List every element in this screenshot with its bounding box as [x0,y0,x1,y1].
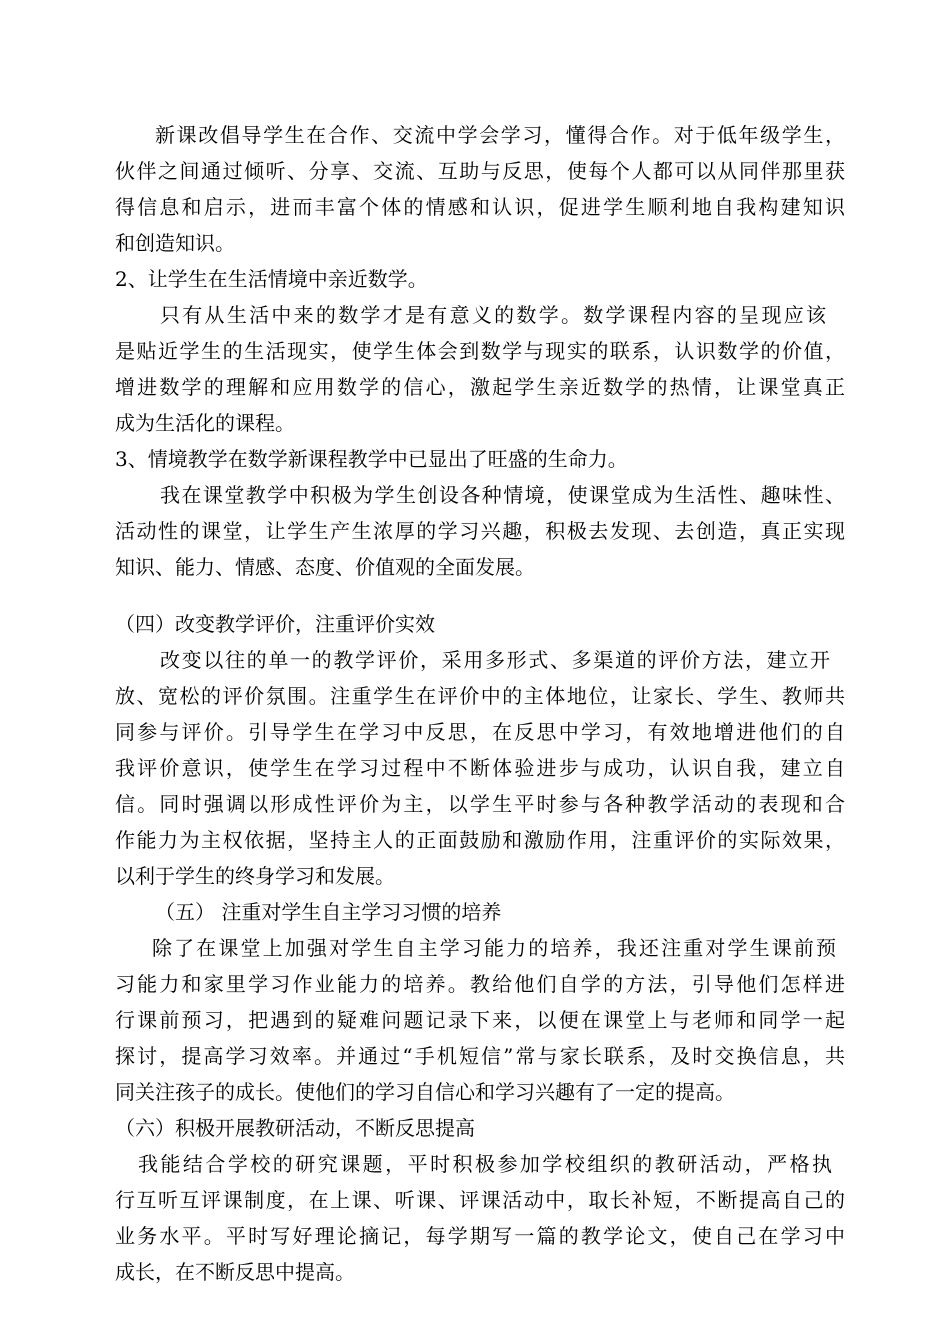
section-heading: （六）积极开展教研活动，不断反思提高 [115,1116,475,1140]
paragraph-line: 行课前预习，把遇到的疑难问题记录下来，以便在课堂上与老师和同学一起 [115,1008,845,1032]
list-heading: 3、情境教学在数学新课程教学中已显出了旺盛的生命力。 [115,447,628,471]
paragraph-line: 伙伴之间通过倾听、分享、交流、互助与反思，使每个人都可以从同伴那里获 [115,159,845,183]
paragraph-line: 得信息和启示，进而丰富个体的情感和认识，促进学生顺利地自我构建知识 [115,195,845,219]
paragraph-line: 我在课堂教学中积极为学生创设各种情境，使课堂成为生活性、趣味性、 [160,483,845,507]
paragraph-line: 信。同时强调以形成性评价为主，以学生平时参与各种教学活动的表现和合 [115,792,845,816]
paragraph-line: 活动性的课堂，让学生产生浓厚的学习兴趣，积极去发现、去创造，真正实现 [115,519,845,543]
paragraph-line: 新课改倡导学生在合作、交流中学会学习，懂得合作。对于低年级学生， [155,123,845,147]
paragraph-line: 习能力和家里学习作业能力的培养。教给他们自学的方法，引导他们怎样进 [115,972,845,996]
paragraph-line: 业务水平。平时写好理论摘记，每学期写一篇的教学论文，使自己在学习中 [115,1224,845,1248]
paragraph-line: 探讨，提高学习效率。并通过“手机短信”常与家长联系，及时交换信息，共 [115,1044,845,1068]
paragraph-line: 以利于学生的终身学习和发展。 [115,864,395,888]
paragraph-line: 同关注孩子的成长。使他们的学习自信心和学习兴趣有了一定的提高。 [115,1080,735,1104]
paragraph-line: 是贴近学生的生活现实，使学生体会到数学与现实的联系，认识数学的价值， [115,339,845,363]
paragraph-line: 改变以往的单一的教学评价，采用多形式、多渠道的评价方法，建立开 [160,648,830,672]
paragraph-line: 增进数学的理解和应用数学的信心，激起学生亲近数学的热情，让课堂真正 [115,375,845,399]
section-heading: （五） 注重对学生自主学习习惯的培养 [155,900,502,924]
paragraph-line: 和创造知识。 [115,231,235,255]
paragraph-line: 放、宽松的评价氛围。注重学生在评价中的主体地位，让家长、学生、教师共 [115,684,845,708]
paragraph-line: 只有从生活中来的数学才是有意义的数学。数学课程内容的呈现应该 [160,303,826,327]
paragraph-line: 知识、能力、情感、态度、价值观的全面发展。 [115,555,535,579]
section-heading: （四）改变教学评价，注重评价实效 [115,612,435,636]
paragraph-line: 同参与评价。引导学生在学习中反思，在反思中学习，有效地增进他们的自 [115,720,845,744]
paragraph-line: 除了在课堂上加强对学生自主学习能力的培养，我还注重对学生课前预 [152,936,836,960]
paragraph-line: 行互听互评课制度，在上课、听课、评课活动中，取长补短，不断提高自己的 [115,1188,845,1212]
paragraph-line: 我评价意识，使学生在学习过程中不断体验进步与成功，认识自我，建立自 [115,756,845,780]
paragraph-line: 作能力为主权依据，坚持主人的正面鼓励和激励作用，注重评价的实际效果， [115,828,845,852]
list-heading: 2、让学生在生活情境中亲近数学。 [115,267,428,291]
paragraph-line: 成为生活化的课程。 [115,411,295,435]
paragraph-line: 我能结合学校的研究课题，平时积极参加学校组织的教研活动，严格执 [138,1152,832,1176]
paragraph-line: 成长，在不断反思中提高。 [115,1260,355,1284]
